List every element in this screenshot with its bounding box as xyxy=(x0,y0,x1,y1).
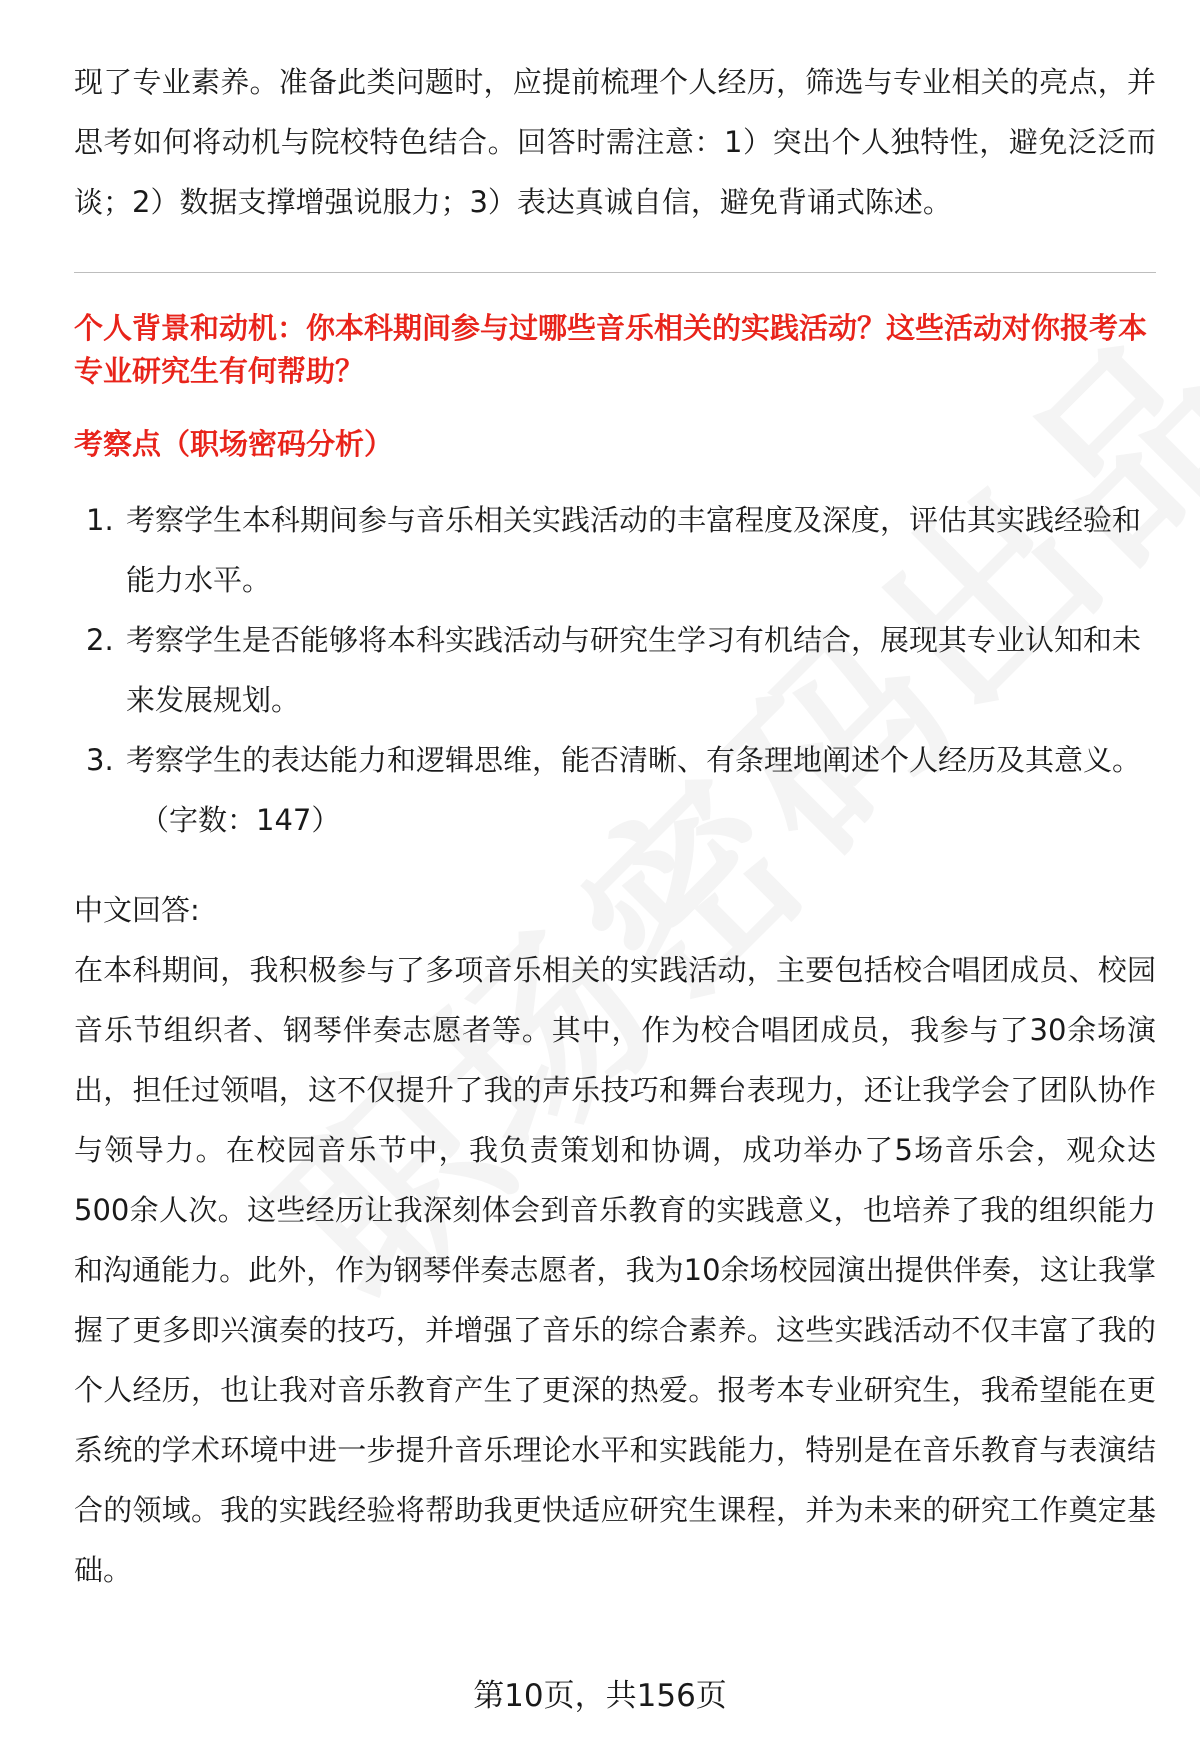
section-divider xyxy=(74,272,1156,273)
list-item-number: 3. xyxy=(86,743,114,777)
list-item-text: 考察学生是否能够将本科实践活动与研究生学习有机结合，展现其专业认知和未来发展规划。 xyxy=(126,623,1142,717)
list-item-text: 考察学生的表达能力和逻辑思维，能否清晰、有条理地阐述个人经历及其意义。 xyxy=(126,743,1142,777)
list-item-text: 考察学生本科期间参与音乐相关实践活动的丰富程度及深度，评估其实践经验和能力水平。 xyxy=(126,503,1142,597)
word-count: （字数：147） xyxy=(140,803,341,837)
points-list xyxy=(74,490,1156,790)
document-page xyxy=(74,52,1156,1600)
list-item-number: 2. xyxy=(86,623,114,657)
page-footer: 第10页，共156页 xyxy=(473,1678,727,1714)
answer-paragraph: 在本科期间，我积极参与了多项音乐相关的实践活动，主要包括校合唱团成员、校园音乐节组织者、钢琴伴奏志愿者等。其中，作为校合唱团成员，我参与了30余场演出，担任过领唱，这不仅提升了我的声乐技巧和舞台表现力，还让我学会了团队协作与领导力。在校园音乐节中，我负责策划和协调，成功举办了5场音乐会，观众达500余人次。这些经历让我深刻体会到音乐教育的实践意义，也培养了我的组织能力和沟通能力。此外，作为钢琴伴奏志愿者，我为10余场校园演出提供伴奏，这让我掌握了更多即兴演奏的技巧，并增强了音乐的综合素养。这些实践活动不仅丰富了我的个人经历，也让我对音乐教育产生了更深的热爱。报考本专业研究生，我希望能在更系统的学术环境中进一步提升音乐理论水平和实践能力，特别是在音乐教育与表演结合的领域。我的实践经验将帮助我更快适应研究生课程，并为未来的研究工作奠定基础。 xyxy=(74,953,1156,1587)
intro-paragraph: 现了专业素养。准备此类问题时，应提前梳理个人经历，筛选与专业相关的亮点，并思考如何将动机与院校特色结合。回答时需注意：1）突出个人独特性，避免泛泛而谈；2）数据支撑增强说服力；3）表达真诚自信，避免背诵式陈述。 xyxy=(74,65,1156,219)
section-title: 考察点（职场密码分析） xyxy=(74,427,394,461)
answer-label: 中文回答: xyxy=(74,893,200,927)
list-item xyxy=(74,610,1156,730)
question-heading: 个人背景和动机：你本科期间参与过哪些音乐相关的实践活动？这些活动对你报考本专业研究生有何帮助？ xyxy=(74,311,1148,388)
list-item xyxy=(74,730,1156,790)
list-item xyxy=(74,490,1156,610)
list-item-number: 1. xyxy=(86,503,114,537)
